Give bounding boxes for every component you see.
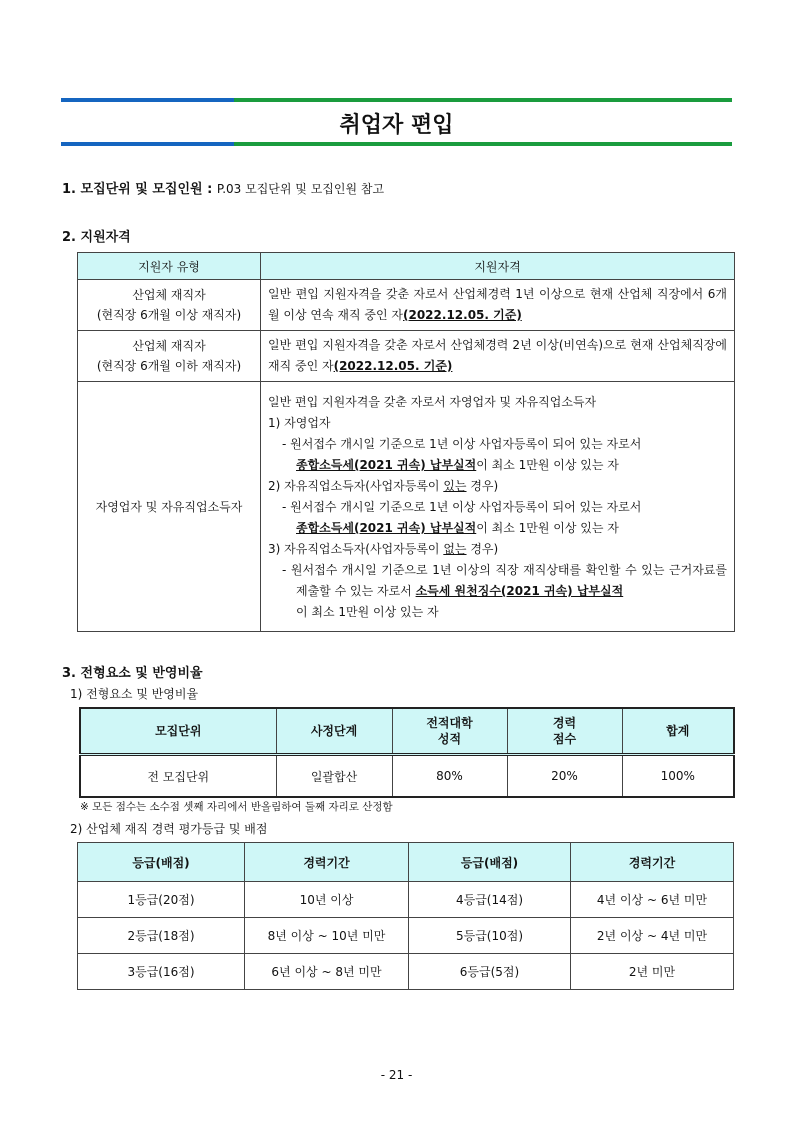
title-bottom-rule bbox=[61, 142, 732, 146]
section-3-sub1: 1) 전형요소 및 반영비율 bbox=[70, 687, 199, 701]
title-top-rule bbox=[61, 98, 732, 102]
table-row: 2등급(18점) 8년 이상 ~ 10년 미만 5등급(10점) 2년 이상 ~ 4년 미만 bbox=[78, 918, 734, 954]
header-applicant-type: 지원자 유형 bbox=[78, 253, 261, 280]
section-3-sub2: 2) 산업체 재직 경력 평가등급 및 배점 bbox=[70, 822, 268, 836]
section-3-heading: 3. 전형요소 및 반영비율 bbox=[62, 666, 203, 681]
table-row: 3등급(16점) 6년 이상 ~ 8년 미만 6등급(5점) 2년 미만 bbox=[78, 954, 734, 990]
table-row: 1등급(20점) 10년 이상 4등급(14점) 4년 이상 ~ 6년 미만 bbox=[78, 882, 734, 918]
section-1-heading: 1. 모집단위 및 모집인원 : P.03 모집단위 및 모집인원 참고 bbox=[62, 182, 385, 197]
page-number: - 21 - bbox=[380, 1068, 413, 1082]
grade-table: 등급(배점) 경력기간 등급(배점) 경력기간 1등급(20점) 10년 이상 4등급(14점) 4년 이상 ~ 6년 미만 2등급(18점) 8년 이상 ~ 10년 미만 5등급(10점) 2년 이상 ~ 4년 미만 3등급(16점) 6년 이상 ~ 8년 미만 6등급(5점) 2년 미만 bbox=[77, 842, 734, 990]
ratio-table: 모집단위 사정단계 전적대학 성적 경력 점수 합계 전 모집단위 일괄합산 80% 20% 100% bbox=[79, 707, 735, 798]
rounding-note: ※ 모든 점수는 소수점 셋째 자리에서 반올림하여 둘째 자리로 산정함 bbox=[80, 801, 393, 813]
table-row: 산업체 재직자 (현직장 6개월 이하 재직자) 일반 편입 지원자격을 갖춘 자로서 산업체경력 2년 이상(비연속)으로 현재 산업체직장에 재직 중인 자(2022.12.05. 기준) bbox=[78, 331, 735, 382]
page-title: 취업자 편입 bbox=[339, 113, 454, 138]
table-row: 자영업자 및 자유직업소득자 일반 편입 지원자격을 갖춘 자로서 자영업자 및 자유직업소득자 1) 자영업자 - 원서접수 개시일 기준으로 1년 이상 사업자등록이 되어 있는 자로서 종합소득세(2021 귀속) 납부실적이 최소 1만원 이상 있는 자 2) 자유직업소득자(사업자등록이 있는 경우) - 원서접수 개시일 기준으로 1년 이상 사업자등록이 되어 있는 자로서 종합소득세(2021 귀속) 납부실적이 최소 1만원 이상 있는 자 3) 자유직업소득자(사업자등록이 없는 경우) - 원서접수 개시일 기준으로 1년 이상의 직장 재직상태를 확인할 수 있는 근거자료를 제출할 수 있는 자로서 소득세 원천징수(2021 귀속) 납부실적 이 최소 1만원 이상 있는 자 bbox=[78, 382, 735, 632]
qualification-table bbox=[77, 252, 735, 632]
section-1-text: P.03 모집단위 및 모집인원 참고 bbox=[216, 182, 385, 196]
table-row: 산업체 재직자 (현직장 6개월 이상 재직자) 일반 편입 지원자격을 갖춘 자로서 산업체경력 1년 이상으로 현재 산업체 직장에서 6개월 이상 연속 재직 중인 자(2022.12.05. 기준) bbox=[78, 280, 735, 331]
section-2-heading: 2. 지원자격 bbox=[62, 230, 131, 245]
header-qualification: 지원자격 bbox=[261, 253, 735, 280]
table-row: 전 모집단위 일괄합산 80% 20% 100% bbox=[80, 755, 734, 798]
